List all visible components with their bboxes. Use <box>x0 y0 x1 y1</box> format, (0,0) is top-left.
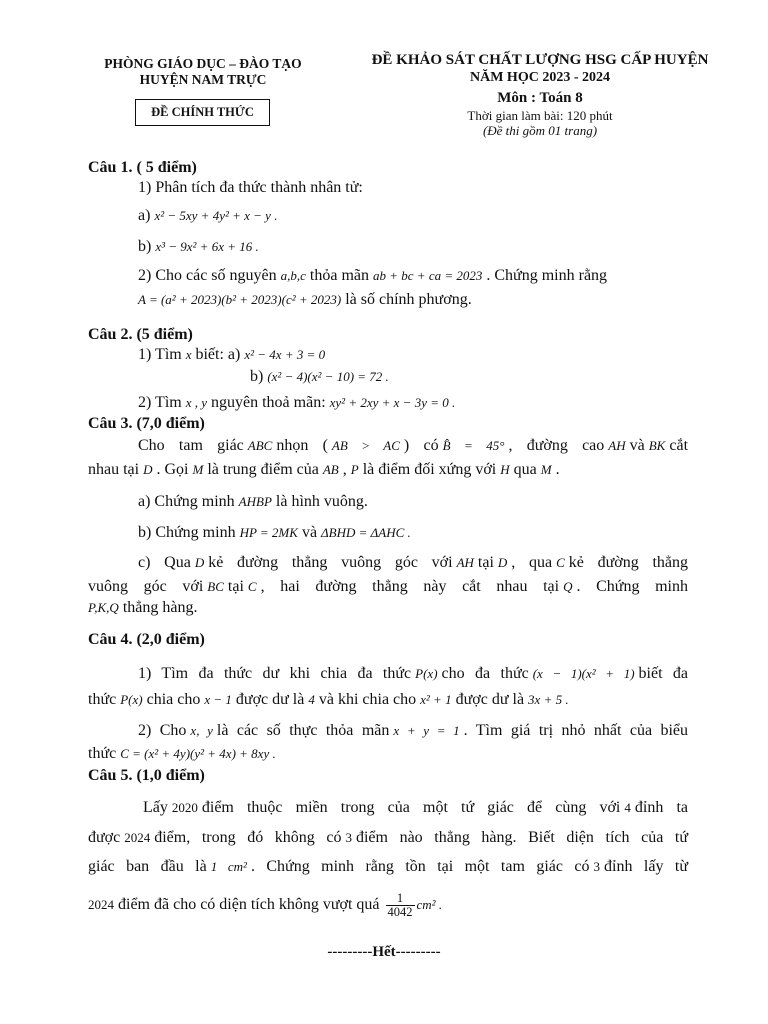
q3-c-text: . Chứng minh <box>576 578 688 595</box>
q2-part1 <box>138 345 329 365</box>
q1-a <box>138 206 281 226</box>
q1-b <box>138 237 263 257</box>
q5-line3 <box>88 857 688 877</box>
department-name: PHÒNG GIÁO DỤC – ĐÀO TẠO <box>104 56 302 71</box>
q1-p2-condition: ab + bc + ca = 2023 <box>373 268 483 283</box>
school-year: NĂM HỌC 2023 - 2024 <box>470 70 610 85</box>
q3-text: là điểm đối xứng với <box>362 461 497 478</box>
q5-text: đỉnh lấy từ <box>604 858 689 875</box>
q3-c-text: vuông góc với <box>88 578 204 595</box>
q2-p1-b-label: b) <box>250 368 264 385</box>
q1-part2-cont <box>138 290 472 310</box>
department-header <box>88 56 318 88</box>
district-name: HUYỆN NAM TRỰC <box>139 72 267 87</box>
q4-var: P(x) <box>120 692 143 707</box>
exam-title: ĐỀ KHẢO SÁT CHẤT LƯỢNG HSG CẤP HUYỆN <box>371 52 709 68</box>
q4-line4 <box>88 744 280 764</box>
q5-text: được <box>88 829 121 846</box>
q5-num: 2020 <box>171 800 198 815</box>
q1-p2-vars: a,b,c <box>280 268 306 283</box>
q1-p2-text: 2) Cho các số nguyên <box>138 267 277 284</box>
q3-c-var: Q <box>563 579 573 594</box>
q3-a-expr: AHBP <box>238 494 272 509</box>
q2-p1-a-expr: x² − 4x + 3 = 0 <box>244 347 326 362</box>
q3-text: , đường cao <box>508 437 605 454</box>
q5-unit: cm² . <box>416 897 443 912</box>
q5-text: điểm nào thẳng hàng. Biết diện tích của tứ <box>355 829 688 846</box>
q2-p1-text: biết: a) <box>195 346 241 363</box>
fraction-numerator: 1 <box>386 892 415 906</box>
q1-p2-text: . Chứng minh rằng <box>486 267 608 284</box>
q3-a-text: a) Chứng minh <box>138 493 235 510</box>
exam-header <box>350 52 730 138</box>
q4-text: 2) Cho <box>138 722 187 739</box>
q4-line2 <box>88 690 573 710</box>
q2-p1-var: x <box>185 347 192 362</box>
q4-line1 <box>138 664 688 684</box>
q4-expr: 3x + 5 . <box>528 692 569 707</box>
subject: Môn : Toán 8 <box>497 90 583 106</box>
question-5-title: Câu 5. (1,0 điểm) <box>88 767 205 784</box>
q3-text: ) có <box>403 437 439 454</box>
q4-text: được dư là <box>455 691 525 708</box>
q4-expr: C = (x² + 4y)(y² + 4x) + 8xy . <box>120 746 276 761</box>
q1-b-expr: x³ − 9x² + 6x + 16 . <box>155 239 259 254</box>
q2-p2-vars: x , y <box>185 395 207 410</box>
q5-text: . Chứng minh rằng tồn tại một tam giác có <box>250 858 590 875</box>
q4-text: được dư là <box>235 691 305 708</box>
q3-text: qua <box>513 461 537 478</box>
q3-b-text: b) Chứng minh <box>138 524 236 541</box>
q5-text: Lấy <box>143 799 168 816</box>
q2-p1-text: 1) Tìm <box>138 346 182 363</box>
q4-var: P(x) <box>415 666 438 681</box>
q5-line4 <box>88 890 446 920</box>
q1-part2 <box>138 266 607 286</box>
q4-text: biết đa <box>638 665 689 682</box>
q1-p2-text: thỏa mãn <box>309 267 370 284</box>
q3-text: . Gọi <box>156 461 189 478</box>
q3-c-text: tại <box>227 578 244 595</box>
q1-p2-expression: A = (a² + 2023)(b² + 2023)(c² + 2023) <box>138 292 342 307</box>
q3-var: M <box>192 462 204 477</box>
q5-line1 <box>143 798 688 818</box>
q3-c-text: thẳng hàng. <box>122 599 198 616</box>
q1-a-label: a) <box>138 207 151 224</box>
q5-fraction <box>386 892 415 919</box>
q4-expr: (x − 1)(x² + 1) <box>532 666 635 681</box>
q3-c-var: BC <box>207 579 224 594</box>
q5-text: đỉnh ta <box>634 799 688 816</box>
q3-c-text: kẻ đường thẳng <box>568 554 689 571</box>
q3-var: P <box>350 462 359 477</box>
q3-text: cắt <box>669 437 689 454</box>
q3-var: D <box>143 462 153 477</box>
q4-text: là các số thực thỏa mãn <box>216 722 390 739</box>
q3-b <box>138 523 415 543</box>
q2-p1-b-expr: (x² − 4)(x² − 10) = 72 . <box>267 369 389 384</box>
q4-expr: x + y = 1 <box>393 723 460 738</box>
q3-c-var: D <box>497 555 508 570</box>
q5-area: 1 cm² <box>210 859 247 874</box>
q3-b-expr: HP = 2MK <box>239 525 298 540</box>
q3-c-text: c) Qua <box>138 554 191 571</box>
q3-text: Cho tam giác <box>138 437 244 454</box>
q5-num: 4 <box>624 800 631 815</box>
q2-part2 <box>138 393 459 413</box>
q3-c-line3 <box>88 598 197 618</box>
q3-c-var: AH <box>456 555 474 570</box>
q3-a <box>138 492 368 512</box>
q3-c-line2 <box>88 577 688 597</box>
q3-var: H <box>500 462 510 477</box>
q4-var: x, y <box>190 723 213 738</box>
q2-p2-expr: xy² + 2xy + x − 3y = 0 . <box>329 395 456 410</box>
q3-c-line1 <box>138 553 688 573</box>
q3-line2 <box>88 460 560 480</box>
question-1-title: Câu 1. ( 5 điểm) <box>88 159 197 176</box>
q2-p2-text: 2) Tìm <box>138 394 182 411</box>
q5-text: điểm thuộc miền trong của một tứ giác để cùng với <box>201 799 621 816</box>
question-3-title: Câu 3. (7,0 điểm) <box>88 415 205 432</box>
q4-text: chia cho <box>146 691 201 708</box>
q4-text: . Tìm giá trị nhỏ nhất của biểu <box>463 722 689 739</box>
q4-text: thức <box>88 691 117 708</box>
q1-p2-text: là số chính phương. <box>345 291 472 308</box>
q3-text: nhọn ( <box>276 437 328 454</box>
q3-c-var: P,K,Q <box>88 600 119 615</box>
q5-num: 2024 <box>124 830 151 845</box>
q5-num: 3 <box>345 830 352 845</box>
q3-var: AH <box>608 438 626 453</box>
q4-num: 4 <box>308 692 315 707</box>
end-mark: ---------Hết--------- <box>327 944 441 960</box>
q1-a-expr: x² − 5xy + 4y² + x − y . <box>154 208 278 223</box>
question-2-title: Câu 2. (5 điểm) <box>88 326 193 343</box>
q3-text: . <box>555 461 560 478</box>
q4-text: cho đa thức <box>441 665 529 682</box>
q3-text: , <box>342 461 347 478</box>
q3-b-text: và <box>301 524 318 541</box>
q3-a-text: là hình vuông. <box>275 493 368 510</box>
q4-expr: x − 1 <box>204 692 232 707</box>
q2-part1-b <box>250 367 393 387</box>
q1-b-label: b) <box>138 238 152 255</box>
q5-num: 3 <box>593 859 601 874</box>
fraction-denominator: 4042 <box>387 904 413 919</box>
q3-c-var: C <box>556 555 565 570</box>
q3-angle: B̂ = 45° <box>442 438 505 453</box>
q1-part1: 1) Phân tích đa thức thành nhân tử: <box>138 179 363 196</box>
q3-line1 <box>138 436 688 456</box>
official-stamp: ĐỀ CHÍNH THỨC <box>135 99 270 126</box>
q3-text: nhau tại <box>88 461 140 478</box>
q5-num: 2024 <box>88 897 114 912</box>
q5-text: giác ban đầu là <box>88 858 207 875</box>
q3-var: AB <box>322 462 339 477</box>
q4-text: 1) Tìm đa thức dư khi chia đa thức <box>138 665 412 682</box>
q3-text: là trung điểm của <box>207 461 319 478</box>
q3-c-text: , hai đường thẳng này cắt nhau tại <box>260 578 560 595</box>
q3-b-expr: ΔBHD = ΔAHC . <box>321 525 411 540</box>
q3-c-text: kẻ đường thẳng vuông góc với <box>208 554 453 571</box>
q4-text: thức <box>88 745 117 762</box>
q2-p2-text: nguyên thoả mãn: <box>211 394 326 411</box>
q3-var: ABC <box>247 438 273 453</box>
q3-condition: AB > AC <box>331 438 400 453</box>
q4-expr: x² + 1 <box>420 692 452 707</box>
duration: Thời gian làm bài: 120 phút <box>467 108 613 123</box>
q3-var: M <box>540 462 552 477</box>
q3-c-text: , qua <box>511 554 553 571</box>
q3-var: BK <box>648 438 666 453</box>
q3-c-var: D <box>194 555 205 570</box>
page-note: (Đề thi gồm 01 trang) <box>482 123 598 138</box>
q3-c-text: tại <box>477 554 494 571</box>
q5-text: điểm, trong đó không có <box>154 829 342 846</box>
q3-c-var: C <box>247 579 257 594</box>
q3-text: và <box>629 437 645 454</box>
q4-line3 <box>138 721 688 741</box>
question-4-title: Câu 4. (2,0 điểm) <box>88 631 205 648</box>
q4-text: và khi chia cho <box>318 691 417 708</box>
q5-line2 <box>88 828 688 848</box>
q5-text: điểm đã cho có diện tích không vượt quá <box>118 896 380 913</box>
